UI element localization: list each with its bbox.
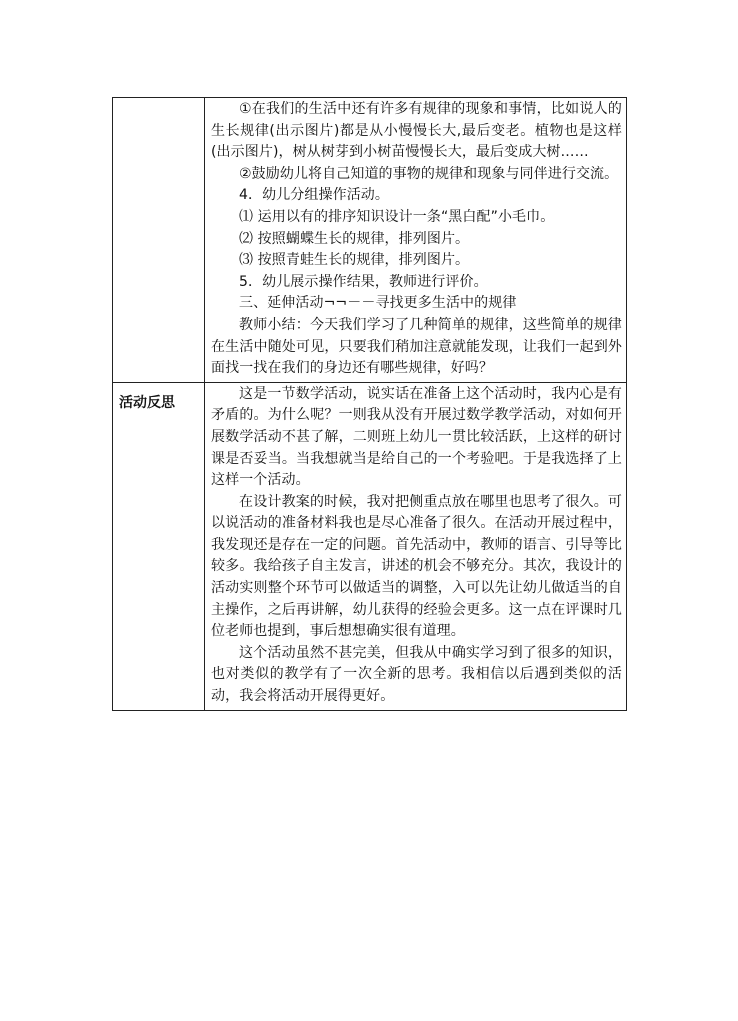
- activity-reflection-content: [205, 382, 627, 710]
- activity-process-row: [113, 98, 627, 383]
- activity-reflection-row: [113, 382, 627, 710]
- reflection-paragraph-2: 在设计教案的时候，我对把侧重点放在哪里也思考了很久。可以说活动的准备材料我也是尽心准备了很久。在活动开展过程中，我发现还是存在一定的问题。首先活动中，教师的语言、引导等比较多。我给孩子自主发言，讲述的机会不够充分。其次，我设计的活动实则整个环节可以做适当的调整，入可以先让幼儿做适当的自主操作，之后再讲解，幼儿获得的经验会更多。这一点在评课时几位老师也提到，事后想想确实很有道理。: [211, 493, 622, 640]
- paragraph-teacher-summary: 教师小结：今天我们学习了几种简单的规律，这些简单的规律在生活中随处可见，只要我们稍加注意就能发现，让我们一起到外面找一找在我们的身边还有哪些规律，好吗？: [211, 316, 622, 377]
- paragraph-share-patterns: ②鼓励幼儿将自己知道的事物的规律和现象与同伴进行交流。: [239, 165, 619, 182]
- activity-reflection-label: 活动反思: [113, 382, 205, 710]
- activity-process-content: [205, 98, 627, 383]
- section-extension-activity: 三、延伸活动¬¬－－寻找更多生活中的规律: [239, 295, 517, 312]
- reflection-paragraph-1: 这是一节数学活动，说实话在准备上这个活动时，我内心是有矛盾的。为什么呢？一则我从没有开展过数学教学活动，对如何开展数学活动不甚了解，二则班上幼儿一贯比较活跃，上这样的研讨课是否妥当。当我想就当是给自己的一个考验吧。于是我选择了上这样一个活动。: [211, 385, 622, 489]
- step-show-results: 5．幼儿展示操作结果，教师进行评价。: [239, 273, 488, 290]
- task-frog-growth: ⑶ 按照青蛙生长的规律，排列图片。: [239, 252, 470, 269]
- lesson-plan-table: [112, 97, 627, 711]
- paragraph-life-patterns: ①在我们的生活中还有许多有规律的现象和事情，比如说人的生长规律(出示图片)都是从小慢慢长大,最后变老。植物也是这样(出示图片)，树从树芽到小树苗慢慢长大，最后变成大树……: [211, 101, 622, 161]
- task-towel-design: ⑴ 运用以有的排序知识设计一条“黑白配”小毛巾。: [239, 208, 555, 225]
- task-butterfly-growth: ⑵ 按照蝴蝶生长的规律，排列图片。: [239, 230, 470, 247]
- reflection-paragraph-3: 这个活动虽然不甚完美，但我从中确实学习到了很多的知识，也对类似的教学有了一次全新的思考。我相信以后遇到类似的活动，我会将活动开展得更好。: [211, 644, 622, 705]
- row-label-empty: [113, 98, 205, 383]
- step-group-activity: 4．幼儿分组操作活动。: [239, 187, 390, 204]
